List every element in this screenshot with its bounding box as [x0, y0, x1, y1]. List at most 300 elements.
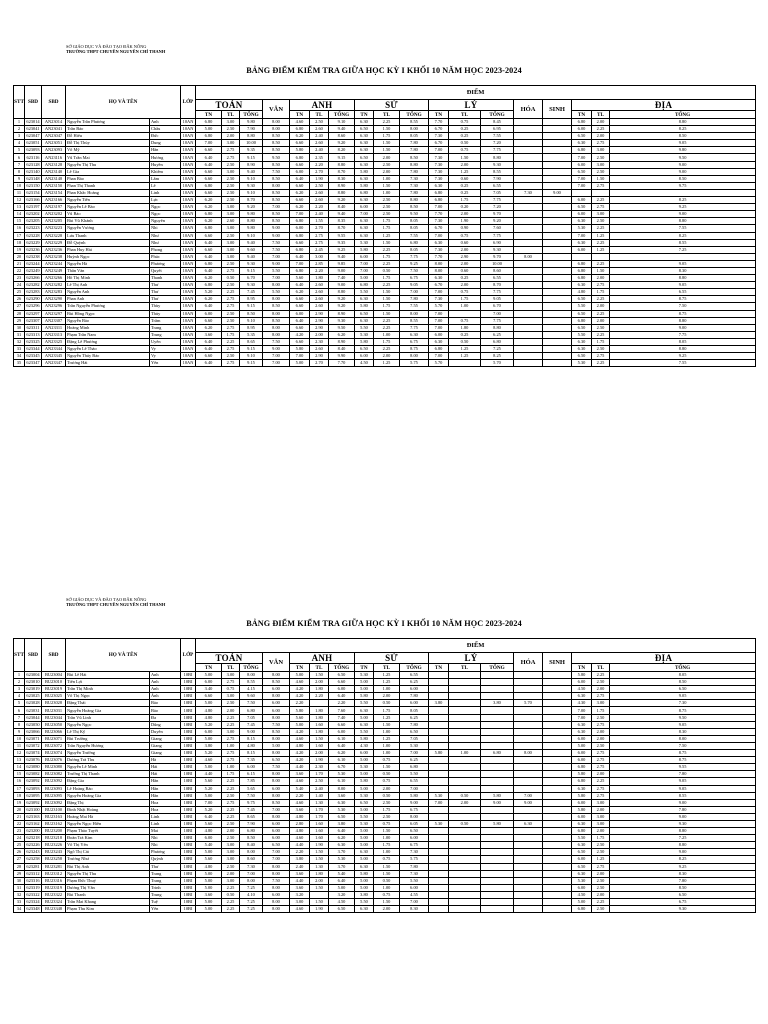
table-cell: 9.30 — [610, 906, 756, 913]
table-cell: 10BI — [181, 693, 196, 700]
table-cell: 5.00 — [196, 884, 222, 891]
table-cell: 8.75 — [610, 707, 756, 714]
table-cell: 6.50 — [572, 204, 592, 211]
table-cell: 9.00 — [610, 324, 756, 331]
table-cell: Trang — [150, 877, 181, 884]
table-cell: 9.20 — [240, 204, 263, 211]
table-cell — [543, 799, 572, 806]
table-row — [14, 806, 756, 813]
table-cell: 7.00 — [263, 849, 290, 856]
col-diem: ĐIỂM — [196, 639, 756, 653]
table-cell: 1.00 — [374, 849, 400, 856]
table-cell: 4.40 — [290, 842, 310, 849]
table-cell: 7.75 — [400, 253, 429, 260]
table-cell: BU23348 — [42, 906, 66, 913]
table-row — [14, 899, 756, 906]
table-cell: 9.80 — [240, 211, 263, 218]
table-cell: 1.80 — [310, 728, 329, 735]
table-cell: 9.10 — [240, 353, 263, 360]
table-cell: Bảo — [150, 707, 181, 714]
table-cell: Vy — [150, 353, 181, 360]
table-cell: 3.60 — [290, 870, 310, 877]
table-cell — [514, 260, 543, 267]
table-cell: 6.30 — [355, 232, 374, 239]
table-cell: 9.25 — [610, 204, 756, 211]
table-row — [14, 835, 756, 842]
table-cell: 6.80 — [481, 750, 514, 757]
table-cell — [429, 757, 449, 764]
table-cell: Uyên — [150, 338, 181, 345]
table-cell: 2.00 — [374, 693, 400, 700]
table-cell: 10BI — [181, 828, 196, 835]
table-cell — [543, 735, 572, 742]
table-cell: Dương Thị Vân — [66, 884, 150, 891]
table-cell: 8.75 — [610, 296, 756, 303]
table-cell: 7.80 — [400, 296, 429, 303]
table-cell: 623281 — [26, 863, 40, 869]
table-cell: Như — [150, 232, 181, 239]
school-name: TRƯỜNG THPT CHUYÊN NGUYỄN CHÍ THANH — [66, 602, 166, 607]
table-cell — [543, 842, 572, 849]
table-cell: 9.05 — [610, 785, 756, 792]
table-cell — [449, 899, 481, 906]
table-cell: 623025 — [26, 693, 40, 699]
col-tong: TỔNG — [240, 664, 263, 672]
table-cell: 8.80 — [610, 346, 756, 353]
table-cell: Linh — [150, 813, 181, 820]
table-cell — [514, 119, 543, 126]
table-cell — [514, 168, 543, 175]
table-cell: 1.60 — [310, 721, 329, 728]
table-cell: BU23076 — [42, 757, 66, 764]
table-cell: 7.50 — [263, 338, 290, 345]
table-cell: 2.20 — [310, 693, 329, 700]
table-cell: 6.50 — [355, 126, 374, 133]
table-cell: 10BI — [181, 771, 196, 778]
table-cell: 7.75 — [481, 147, 514, 154]
table-cell: Trung — [150, 891, 181, 898]
table-cell: 7.00 — [514, 792, 543, 799]
table-cell: 2.50 — [222, 282, 240, 289]
table-cell: Đinh Nhật Hoàng — [66, 806, 150, 813]
table-cell: 0.25 — [449, 182, 481, 189]
table-cell: 6.50 — [572, 324, 592, 331]
col-tl: TL — [374, 664, 400, 672]
table-cell: 8.80 — [610, 828, 756, 835]
table-cell: 10BI — [181, 686, 196, 693]
table-row — [14, 147, 756, 154]
table-cell: 2.50 — [222, 182, 240, 189]
table-cell: 5.00 — [572, 742, 592, 749]
table-cell: 9.00 — [610, 849, 756, 856]
table-cell: 8.40 — [329, 346, 355, 353]
table-cell: 8.00 — [263, 310, 290, 317]
table-cell: 10BI — [181, 835, 196, 842]
table-cell: 0.50 — [449, 140, 481, 147]
table-cell: Nguyễn Ngọc Hiền — [66, 820, 150, 827]
table-cell: 7.75 — [481, 197, 514, 204]
table-cell: 2.00 — [592, 686, 610, 693]
table-cell: BU23163 — [42, 813, 66, 820]
table-cell: 623093 — [26, 147, 40, 153]
table-cell: 0.75 — [449, 289, 481, 296]
table-cell: 10AN — [181, 346, 196, 353]
table-cell: 10BI — [181, 899, 196, 906]
table-row — [14, 175, 756, 182]
table-cell: 10BI — [181, 679, 196, 686]
table-cell: 2.25 — [374, 246, 400, 253]
table-cell: 6.80 — [429, 346, 449, 353]
table-cell — [514, 899, 543, 906]
table-cell: 7.00 — [290, 353, 310, 360]
table-cell: 623095 — [26, 792, 40, 798]
table-cell: 2.85 — [310, 260, 329, 267]
col-sinh: SINH — [543, 653, 572, 672]
table-cell — [429, 778, 449, 785]
table-cell: 7.90 — [240, 820, 263, 827]
table-cell: 5.60 — [196, 778, 222, 785]
table-cell: 6.20 — [196, 197, 222, 204]
table-cell: 8.70 — [329, 168, 355, 175]
table-cell: 2.00 — [374, 168, 400, 175]
table-cell: 7.60 — [329, 707, 355, 714]
table-cell: 9.40 — [240, 239, 263, 246]
table-cell — [543, 204, 572, 211]
table-cell: 6.50 — [263, 842, 290, 849]
table-cell: 8.00 — [263, 693, 290, 700]
table-row — [14, 693, 756, 700]
table-cell: 0.75 — [449, 147, 481, 154]
table-cell — [449, 742, 481, 749]
table-cell — [543, 310, 572, 317]
table-cell: 623066 — [26, 728, 40, 734]
table-cell: 9.00 — [514, 799, 543, 806]
table-cell: 4.20 — [290, 331, 310, 338]
table-cell: Châu — [150, 126, 181, 133]
table-cell: 20 — [14, 253, 25, 260]
table-cell: 2.40 — [310, 785, 329, 792]
table-cell — [481, 785, 514, 792]
table-cell: Bùi Hồng Ngọc — [66, 310, 150, 317]
table-cell: Hoàng Minh — [66, 324, 150, 331]
table-cell: Hân — [150, 785, 181, 792]
table-row — [14, 735, 756, 742]
table-cell: 4 — [14, 140, 25, 147]
table-cell: 6.00 — [290, 310, 310, 317]
table-cell: 5.00 — [329, 884, 355, 891]
table-cell: 7.00 — [263, 253, 290, 260]
table-cell: 2.75 — [310, 239, 329, 246]
table-cell: 1.30 — [310, 863, 329, 870]
table-cell: 9.60 — [240, 246, 263, 253]
table-cell: 623229 — [26, 239, 40, 245]
table-cell: 9.00 — [240, 728, 263, 735]
table-cell: 6.40 — [196, 154, 222, 161]
table-cell: 9.20 — [329, 140, 355, 147]
table-cell: 2.75 — [222, 750, 240, 757]
table-cell: 10BI — [181, 863, 196, 870]
table-cell — [543, 133, 572, 140]
table-cell: 1.75 — [374, 253, 400, 260]
table-cell — [449, 785, 481, 792]
table-cell: 2.70 — [310, 225, 329, 232]
table-cell: 6.60 — [290, 324, 310, 331]
table-row — [14, 232, 756, 239]
table-cell: 8.00 — [240, 849, 263, 856]
table-cell: BU23218 — [42, 835, 66, 842]
table-cell: Lê Gia — [66, 168, 150, 175]
table-cell: 6.00 — [572, 246, 592, 253]
table-cell: 25 — [14, 842, 25, 849]
table-cell: 6.80 — [400, 239, 429, 246]
table-cell — [543, 764, 572, 771]
table-cell: 1.50 — [374, 239, 400, 246]
table-cell: 8.50 — [240, 835, 263, 842]
table-cell: 4.80 — [240, 742, 263, 749]
table-cell: 9.05 — [610, 721, 756, 728]
table-cell: 10BI — [181, 778, 196, 785]
table-cell: 1.80 — [310, 870, 329, 877]
table-cell: 5.00 — [355, 835, 374, 842]
table-cell: 4.60 — [290, 735, 310, 742]
table-cell: 0.50 — [374, 267, 400, 274]
table-cell: 623004 — [26, 672, 40, 678]
table-cell: 6.00 — [572, 884, 592, 891]
table-cell: 9.25 — [400, 260, 429, 267]
table-row — [14, 728, 756, 735]
table-cell — [543, 672, 572, 679]
table-cell: Phạm Thu Kim — [66, 906, 150, 913]
table-cell: 5.80 — [355, 303, 374, 310]
col-diem: ĐIỂM — [196, 86, 756, 100]
table-cell: 2.50 — [592, 714, 610, 721]
table-cell: 1.50 — [310, 899, 329, 906]
table-cell: 5.80 — [481, 820, 514, 827]
table-cell: 10AN — [181, 360, 196, 367]
table-cell: 7.70 — [429, 119, 449, 126]
table-cell — [543, 877, 572, 884]
table-cell: 2.75 — [592, 785, 610, 792]
table-cell: 7.00 — [263, 353, 290, 360]
table-cell: 2.50 — [222, 835, 240, 842]
table-cell: 9.05 — [481, 296, 514, 303]
table-cell — [310, 700, 329, 707]
table-cell: 2.75 — [222, 757, 240, 764]
table-cell: 10BI — [181, 757, 196, 764]
sheet-title: BẢNG ĐIỂM KIỂM TRA GIỮA HỌC KỲ I KHỐI 10 NĂM HỌC 2023-2024 — [246, 619, 522, 628]
table-cell: 6.00 — [263, 700, 290, 707]
table-row — [14, 870, 756, 877]
table-cell: 5.50 — [572, 331, 592, 338]
table-cell: 0.25 — [449, 126, 481, 133]
table-cell — [481, 813, 514, 820]
table-cell — [429, 891, 449, 898]
table-cell: AN23297 — [42, 310, 66, 317]
table-cell: Giang — [150, 735, 181, 742]
table-cell: 2.90 — [449, 253, 481, 260]
col-tl: TL — [449, 111, 481, 119]
table-cell: 2.70 — [310, 168, 329, 175]
table-cell: 1.30 — [310, 799, 329, 806]
table-cell: BU23258 — [42, 856, 66, 863]
table-cell: 1.75 — [374, 303, 400, 310]
table-cell: 8.80 — [329, 289, 355, 296]
table-cell: 10AN — [181, 126, 196, 133]
table-cell — [514, 813, 543, 820]
table-cell: BU23074 — [42, 750, 66, 757]
table-cell: 6.40 — [290, 175, 310, 182]
table-cell: Phan Khắc Hoàng — [66, 189, 150, 196]
table-cell: 5.80 — [572, 806, 592, 813]
table-row — [14, 289, 756, 296]
table-cell — [429, 806, 449, 813]
table-cell: 9.40 — [329, 253, 355, 260]
table-cell: 6.75 — [400, 338, 429, 345]
table-cell — [481, 714, 514, 721]
table-cell: 2.25 — [592, 296, 610, 303]
table-cell: 6.30 — [355, 133, 374, 140]
table-cell: Đức — [150, 133, 181, 140]
table-cell: 623249 — [26, 268, 40, 274]
table-cell: 7.20 — [481, 140, 514, 147]
table-cell — [543, 154, 572, 161]
table-cell: 623348 — [26, 906, 40, 912]
table-cell: 6.80 — [572, 906, 592, 913]
table-cell: 7.00 — [400, 899, 429, 906]
table-cell: 2.40 — [310, 211, 329, 218]
table-cell: 1.90 — [310, 757, 329, 764]
col-sbd: SBD — [25, 639, 42, 672]
table-cell: 3.00 — [222, 168, 240, 175]
table-cell: Phạm Trần Nam — [66, 331, 150, 338]
table-cell: 7.20 — [481, 204, 514, 211]
table-cell: 8.90 — [329, 310, 355, 317]
table-cell: 623316 — [26, 877, 40, 883]
table-cell: 8.00 — [263, 735, 290, 742]
table-cell: 2.75 — [310, 232, 329, 239]
table-cell: 2.00 — [222, 828, 240, 835]
col-anh: ANH — [290, 653, 355, 664]
table-cell: 5.80 — [572, 771, 592, 778]
table-row — [14, 119, 756, 126]
table-cell: 0.50 — [374, 877, 400, 884]
table-cell — [514, 346, 543, 353]
table-cell: 6.30 — [514, 820, 543, 827]
table-cell: 12 — [14, 197, 25, 204]
table-cell — [449, 679, 481, 686]
table-cell: Bùi Thanh — [66, 891, 150, 898]
table-cell: 6.60 — [290, 182, 310, 189]
table-cell: 2.25 — [222, 714, 240, 721]
table-cell: 9.75 — [610, 182, 756, 189]
table-cell: 4.55 — [400, 891, 429, 898]
table-cell: 3.00 — [222, 856, 240, 863]
table-cell: AN23311 — [42, 324, 66, 331]
table-cell: 9.00 — [263, 260, 290, 267]
table-cell: 0.50 — [449, 792, 481, 799]
table-cell: AN23266 — [42, 275, 66, 282]
table-cell: AN23244 — [42, 260, 66, 267]
table-cell — [449, 835, 481, 842]
table-cell: 10AN — [181, 338, 196, 345]
col-van: VĂN — [263, 100, 290, 119]
table-cell: 8.50 — [263, 140, 290, 147]
table-cell: 623202 — [26, 211, 40, 217]
table-cell: Hương — [150, 154, 181, 161]
table-cell: Phương — [150, 849, 181, 856]
table-cell: 7.80 — [400, 721, 429, 728]
table-cell — [543, 693, 572, 700]
grade-table — [13, 85, 756, 367]
table-cell: 9.75 — [240, 799, 263, 806]
table-cell: 1.75 — [374, 842, 400, 849]
table-cell: 4.50 — [572, 686, 592, 693]
table-cell: 6.80 — [355, 282, 374, 289]
col-name: HỌ VÀ TÊN — [66, 86, 181, 119]
table-row — [14, 813, 756, 820]
table-cell: 8.50 — [240, 310, 263, 317]
table-row — [14, 891, 756, 898]
table-cell: 6.50 — [572, 849, 592, 856]
table-cell: BU23324 — [42, 899, 66, 906]
table-cell: AN23140 — [42, 168, 66, 175]
table-cell: 10AN — [181, 324, 196, 331]
table-cell: 19 — [14, 246, 25, 253]
table-cell: 6.50 — [355, 346, 374, 353]
table-cell: 4.80 — [290, 813, 310, 820]
table-cell: 6.00 — [263, 707, 290, 714]
table-cell: 6.60 — [196, 189, 222, 196]
table-cell: 8.00 — [400, 310, 429, 317]
col-van: VĂN — [263, 653, 290, 672]
table-cell: 17 — [14, 232, 25, 239]
table-cell: 5.00 — [196, 877, 222, 884]
table-cell: AN23249 — [42, 267, 66, 274]
table-cell — [481, 884, 514, 891]
table-cell: 1.00 — [374, 331, 400, 338]
table-cell: 7.35 — [240, 757, 263, 764]
table-cell — [449, 757, 481, 764]
table-cell — [429, 906, 449, 913]
table-cell: 2.35 — [310, 154, 329, 161]
table-cell: 6.20 — [196, 324, 222, 331]
table-row — [14, 239, 756, 246]
table-cell: Đỗ Hiếu — [66, 133, 150, 140]
table-cell: Trần Thị Minh — [66, 686, 150, 693]
table-cell: 1.75 — [374, 225, 400, 232]
table-cell: 6.30 — [429, 275, 449, 282]
table-cell: Tiến Lợi — [66, 679, 150, 686]
table-cell: 0.60 — [449, 267, 481, 274]
table-cell: 1.50 — [374, 870, 400, 877]
table-cell: 4.60 — [290, 835, 310, 842]
table-cell: 3.00 — [592, 820, 610, 827]
table-cell: 7.75 — [400, 324, 429, 331]
table-cell — [543, 346, 572, 353]
table-cell: 6.80 — [240, 707, 263, 714]
table-cell: 2.50 — [310, 119, 329, 126]
table-cell — [514, 842, 543, 849]
table-cell — [514, 721, 543, 728]
table-cell: 2.00 — [374, 785, 400, 792]
table-cell: 1.25 — [592, 246, 610, 253]
table-cell — [310, 891, 329, 898]
table-cell: 6.80 — [572, 275, 592, 282]
col-tl: TL — [222, 111, 240, 119]
table-cell: 2.75 — [592, 140, 610, 147]
table-cell: Nguyên — [150, 218, 181, 225]
table-cell: 5.00 — [196, 700, 222, 707]
